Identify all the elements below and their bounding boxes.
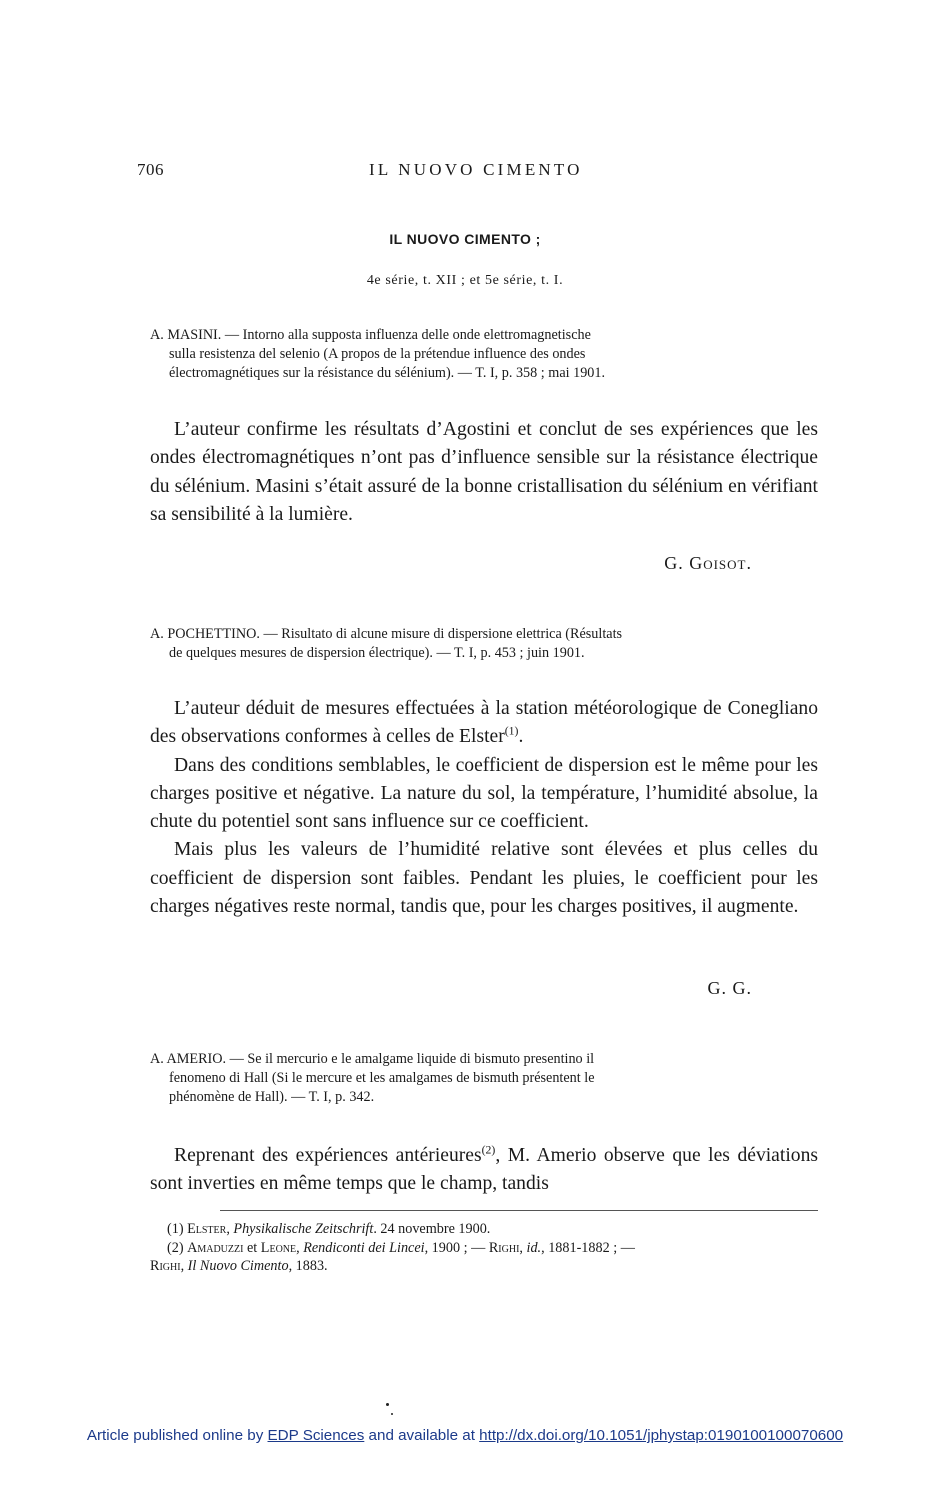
citation-text: — Se il mercurio e le amalgame liquide di bismuto presentino il bbox=[226, 1051, 595, 1067]
section-subtitle: 4e série, t. XII ; et 5e série, t. I. bbox=[366, 273, 564, 288]
signature: G. Goisot. bbox=[664, 553, 752, 573]
citation-text: phénomène de Hall). — T. I, p. 342. bbox=[169, 1089, 375, 1105]
citation-text: fenomeno di Hall (Si le mercure et les amalgames de bismuth présentent le bbox=[169, 1070, 595, 1086]
doi-link[interactable]: http://dx.doi.org/10.1051/jphystap:0190100100070600 bbox=[479, 1427, 844, 1444]
signature: G. G. bbox=[707, 978, 752, 998]
publisher-footer: Article published online by EDP Sciences and available at http://dx.doi.org/10.1051/jphystap:0190100100070600 bbox=[86, 1427, 844, 1444]
citation-text: — Risultato di alcune misure di dispersione elettrica (Résultats bbox=[259, 626, 623, 642]
citation-text: sulla resistenza del selenio (A propos de la prétendue influence des ondes bbox=[169, 346, 586, 362]
footnotes bbox=[150, 1220, 818, 1276]
running-head bbox=[0, 160, 930, 184]
article-reference-pochettino bbox=[150, 625, 818, 663]
article-body-pochettino bbox=[150, 695, 818, 921]
article-reference-masini bbox=[150, 326, 818, 383]
edp-sciences-link[interactable]: EDP Sciences bbox=[267, 1427, 365, 1444]
paragraph: Dans des conditions semblables, le coefficient de dispersion est le même pour les charges positive et négative. La nature du sol, la température, l’humidité absolue, la chute du potentiel sont sans influence sur ce coefficient. bbox=[150, 754, 818, 833]
section-title: IL NUOVO CIMENTO ; bbox=[389, 231, 541, 247]
footnote-2-continued: Righi, Il Nuovo Cimento, 1883. bbox=[150, 1258, 328, 1274]
paragraph: Reprenant des expériences antérieures$^{(2)}$, M. Amerio observe que les déviations sont inverties en même temps que le champ, tandis bbox=[150, 1143, 818, 1195]
footnote-2: (2) Amaduzzi et Leone, Rendiconti dei Lincei, 1900 ; — Righi, id., 1881-1882 ; — bbox=[167, 1239, 635, 1256]
footnote-1: (1) Elster, Physikalische Zeitschrift. 24 novembre 1900. bbox=[167, 1221, 491, 1237]
paragraph: Mais plus les valeurs de l’humidité relative sont élevées et plus celles du coefficient de dispersion sont faibles. Pendant les pluies, le coefficient pour les charges négatives reste normal, tandis que, pour les charges positives, il augmente. bbox=[150, 839, 818, 918]
article-author: A. POCHETTINO. bbox=[150, 626, 260, 642]
citation-text: — Intorno alla supposta influenza delle onde elettromagnetische bbox=[221, 327, 591, 343]
article-body-masini bbox=[150, 416, 818, 529]
citation-text: électromagnétiques sur la résistance du sélénium). — T. I, p. 358 ; mai 1901. bbox=[169, 365, 606, 381]
article-reference-amerio bbox=[150, 1050, 818, 1107]
journal-title: IL NUOVO CIMENTO bbox=[369, 160, 583, 179]
footnote-divider bbox=[220, 1210, 818, 1211]
print-speck bbox=[386, 1403, 389, 1406]
footnote-ref[interactable]: (2) bbox=[481, 1143, 496, 1157]
print-speck bbox=[391, 1413, 393, 1415]
article-author: A. AMERIO. bbox=[150, 1051, 227, 1067]
paragraph: L’auteur déduit de mesures effectuées à la station météorologique de Conegliano des observations conformes à celles de Elster$^{(1)}$. bbox=[150, 698, 818, 748]
page-number: 706 bbox=[137, 160, 164, 179]
paragraph: L’auteur confirme les résultats d’Agostini et conclut de ses expériences que les ondes électromagnétiques n’ont pas d’influence sensible sur la résistance électrique du sélénium. Masini s’était assuré de la bonne cristallisation du sélénium en vérifiant sa sensibilité à la lumière. bbox=[150, 419, 818, 525]
footnote-ref[interactable]: (1) bbox=[504, 724, 519, 738]
citation-text: de quelques mesures de dispersion électrique). — T. I, p. 453 ; juin 1901. bbox=[169, 645, 585, 661]
article-body-amerio bbox=[150, 1142, 818, 1199]
article-author: A. MASINI. bbox=[150, 327, 222, 343]
